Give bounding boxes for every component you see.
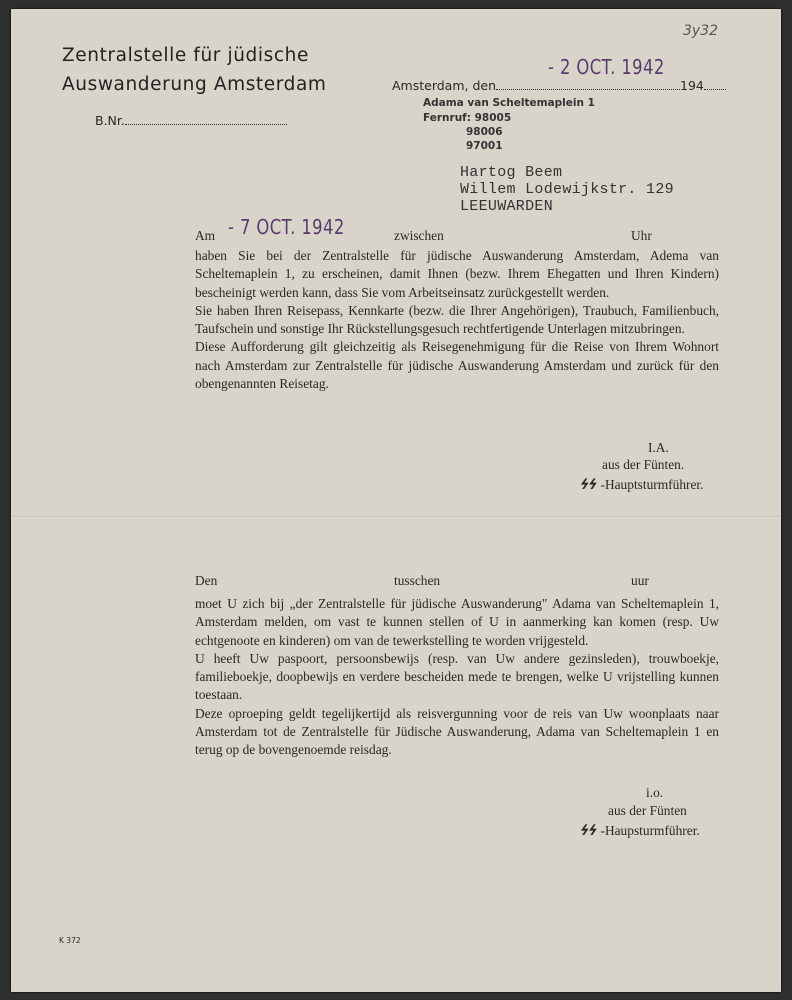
- ss-rune-icon: ϟϟ: [578, 477, 598, 493]
- stamp-dash: -: [548, 55, 560, 79]
- date-stamp-top: [548, 55, 665, 79]
- bnr-blank: [125, 124, 287, 125]
- recipient-city: LEEUWARDEN: [460, 198, 554, 215]
- dutch-body: [195, 595, 719, 760]
- archive-pencil-note: 3y32: [683, 23, 719, 39]
- phone-label: Fernruf:: [423, 112, 471, 124]
- fold-line: [11, 516, 781, 518]
- dutch-sig-rank: -Haupsturmführer.: [600, 823, 700, 838]
- german-sig-rank-line: [580, 477, 704, 493]
- german-sig-rank: -Hauptsturmführer.: [600, 477, 704, 492]
- stamp-date-text: 7 OCT. 1942: [239, 215, 345, 239]
- date-stamp-appointment: [228, 215, 345, 239]
- german-sig-ia: I.A.: [648, 440, 669, 455]
- dutch-sig-name: aus der Fünten: [608, 803, 687, 818]
- german-sig-name: aus der Fünten.: [602, 457, 685, 472]
- dutch-paragraph: U heeft Uw paspoort, persoonsbewijs (resp. van Uw andere gezinsleden), trouwboekje, familieboekje, doopbewijs en verdere bescheiden mede te brengen, welke U vrijstelling kunnen toestaan.: [195, 650, 719, 703]
- german-zwischen-label: zwischen: [394, 228, 444, 243]
- ss-rune-icon: ϟϟ: [578, 823, 598, 839]
- phone-3: 97001: [466, 140, 503, 152]
- recipient-street: Willem Lodewijkstr. 129: [460, 181, 674, 198]
- year-blank: [704, 89, 726, 90]
- dutch-den-label: Den: [195, 573, 218, 588]
- dutch-tusschen-label: tusschen: [394, 573, 441, 588]
- german-am-label: Am: [195, 228, 216, 243]
- german-paragraph: Diese Aufforderung gilt gleichzeitig als Reisegenehmigung für die Reise von Ihrem Wohnort nach Amsterdam zur Zentralstelle für jüdische Auswanderung Amsterdam und zurück für den obengenannten Reisetag.: [195, 339, 719, 392]
- recipient-name: Hartog Beem: [460, 164, 563, 181]
- year-suffix: 194: [680, 78, 704, 93]
- date-blank: [496, 89, 680, 90]
- office-address: Adama van Scheltemaplein 1: [423, 97, 595, 109]
- bnr-label: B.Nr.: [95, 113, 125, 128]
- dutch-sig-rank-line: [580, 823, 700, 839]
- german-paragraph: Sie haben Ihren Reisepass, Kennkarte (bezw. die Ihrer Angehörigen), Traubuch, Familienbuch, Taufschein und sonstige Ihr Rückstellungsgesuch rechtfertigende Unterlagen mitzubringen.: [195, 302, 719, 337]
- stamp-date-text: 2 OCT. 1942: [559, 55, 665, 79]
- phone-2: 98006: [466, 126, 503, 138]
- form-code: K 372: [59, 936, 81, 945]
- letter-sheet: [11, 9, 781, 992]
- date-line: [392, 78, 726, 93]
- place-label: Amsterdam, den: [392, 78, 497, 93]
- german-uhr-label: Uhr: [631, 228, 652, 243]
- dutch-uur-label: uur: [631, 573, 649, 588]
- org-name-line2: Auswanderung Amsterdam: [62, 74, 327, 95]
- phone-block: [423, 111, 511, 153]
- phone-1: 98005: [474, 112, 512, 124]
- dutch-paragraph: moet U zich bij „der Zentralstelle für jüdische Auswanderung" Adama van Scheltemaplein 1, Amsterdam melden, om vast te kunnen stellen of U in aanmerking kan komen (resp. Uw echtgenoote en kinderen) om van de tewerkstelling te worden vrijgesteld.: [195, 596, 719, 648]
- german-paragraph: haben Sie bei der Zentralstelle für jüdische Auswanderung Amsterdam, Adema van Scheltemaplein 1, zu erscheinen, damit Ihnen (bezw. Ihrem Ehegatten und Ihren Kindern) bescheinigt werden kann, dass Sie vom Arbeitseinsatz zurückgestellt werden.: [195, 248, 719, 300]
- german-body: [195, 247, 719, 393]
- stamp-dash: -: [228, 215, 240, 239]
- recipient-address: [460, 164, 674, 215]
- dutch-sig-io: i.o.: [646, 785, 664, 800]
- reference-number-field: [95, 113, 287, 128]
- dutch-paragraph: Deze oproeping geldt tegelijkertijd als reisvergunning voor de reis van Uw woonplaats naar Amsterdam tot de Zentralstelle für Jüdische Auswanderung, Adama van Scheltemaplein 1 en terug op de bovengenoemde reisdag.: [195, 705, 719, 758]
- org-name-line1: Zentralstelle für jüdische: [62, 45, 309, 66]
